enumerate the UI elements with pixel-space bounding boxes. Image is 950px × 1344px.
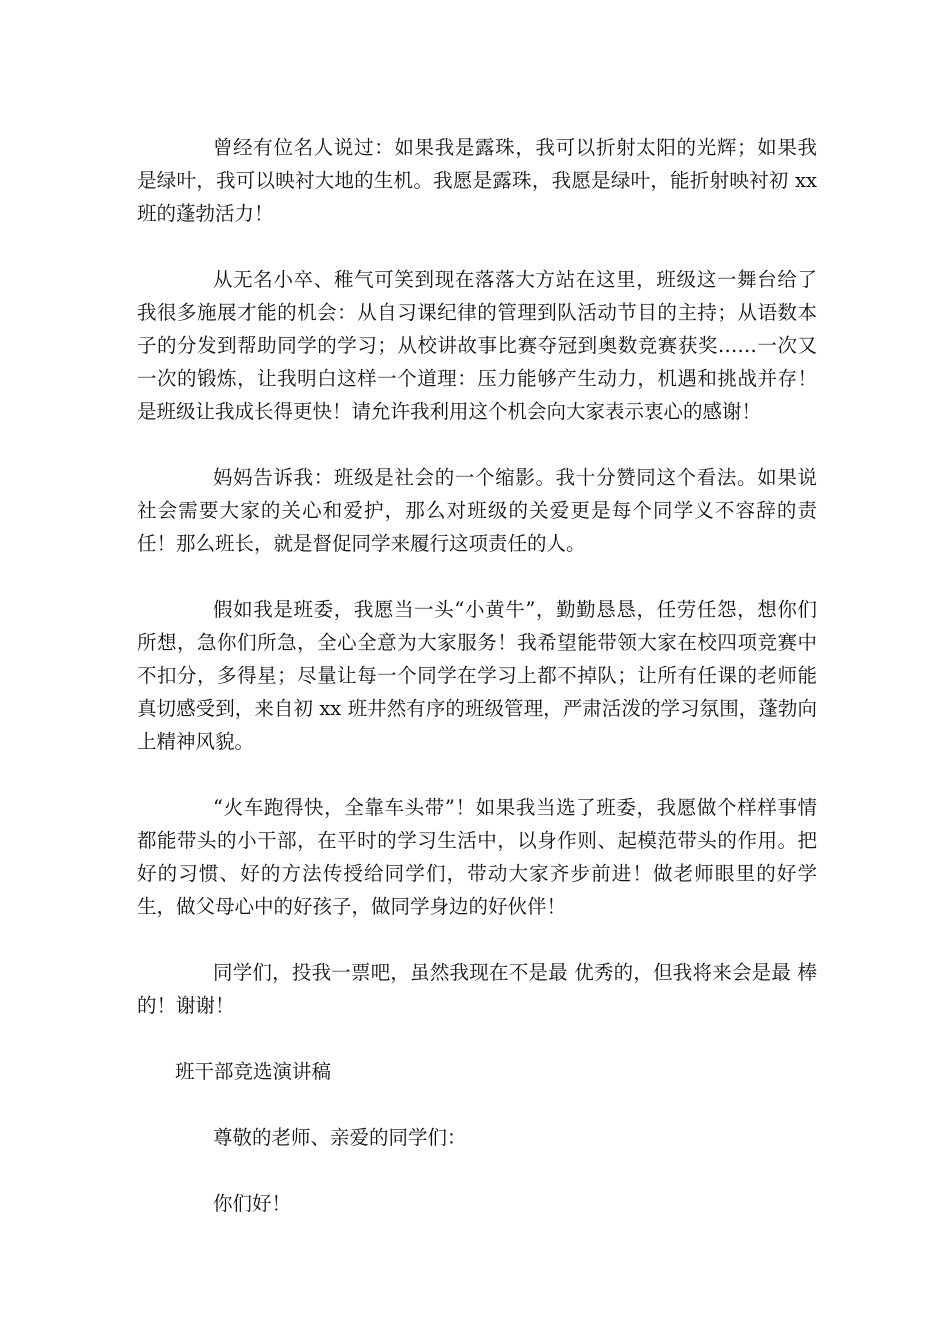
section-heading: 班干部竞选演讲稿 (175, 1060, 332, 1083)
document-body (137, 131, 817, 1253)
paragraph-closing: 同学们，投我一票吧，虽然我现在不是最 优秀的，但我将来会是最 棒的！谢谢！ (137, 961, 817, 1017)
paragraph-growth: 从无名小卒、稚气可笑到现在落落大方站在这里，班级这一舞台给了我很多施展才能的机会：从自习课纪律的管理到队活动节目的主持；从语数本子的分发到帮助同学的学习；从校讲故事比赛夺冠到奥数竞赛获奖……一次又一次的锻炼，让我明白这样一个道理：压力能够产生动力，机遇和挑战并存！是班级让我成长得更快！请允许我利用这个机会向大家表示衷心的感谢！ (137, 268, 817, 423)
paragraph-society: 妈妈告诉我：班级是社会的一个缩影。我十分赞同这个看法。如果说社会需要大家的关心和爱护，那么对班级的关爱更是每个同学义不容辞的责任！那么班长，就是督促同学来履行这项责任的人。 (137, 466, 817, 555)
greeting-line: 你们好！ (213, 1192, 292, 1215)
paragraph-leadership: “火车跑得快，全靠车头带”！如果我当选了班委，我愿做个样样事情都能带头的小干部，在平时的学习生活中，以身作则、起模范带头的作用。把好的习惯、好的方法传授给同学们，带动大家齐步前进！做老师眼里的好学生，做父母心中的好孩子，做同学身边的好伙伴！ (137, 796, 817, 918)
paragraph-intro: 曾经有位名人说过：如果我是露珠，我可以折射太阳的光辉；如果我是绿叶，我可以映衬大地的生机。我愿是露珠，我愿是绿叶，能折射映衬初 xx 班的蓬勃活力！ (137, 136, 817, 225)
salutation-line: 尊敬的老师、亲爱的同学们： (213, 1126, 467, 1149)
paragraph-pledge: 假如我是班委，我愿当一头“小黄牛”，勤勤恳恳，任劳任怨，想你们所想，急你们所急，全心全意为大家服务！我希望能带领大家在校四项竞赛中不扣分，多得星；尽量让每一个同学在学习上都不掉队；让所有任课的老师能真切感受到，来自初 xx 班井然有序的班级管理，严肃活泼的学习氛围，蓬勃向上精神风貌。 (137, 598, 817, 753)
